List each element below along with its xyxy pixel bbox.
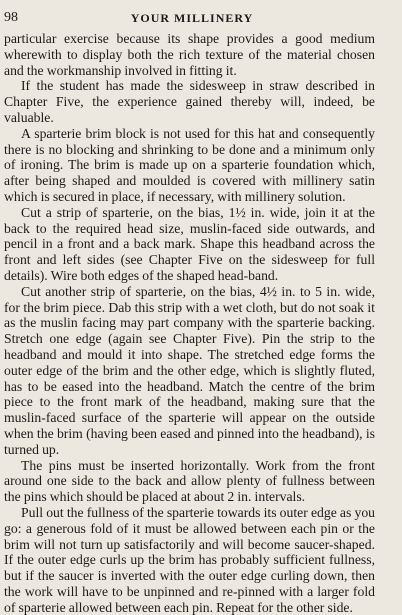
page-number: 98 bbox=[4, 10, 18, 25]
paragraph: Pull out the fullness of the sparterie towards its outer edge as you go: a generous fold of it must be allowed between each pin or the brim will not turn up satisfactorily and will become saucer-shaped. If the outer edge curls up the brim has probably sufficient fullness, but if the saucer is inverted with the outer edge curling down, then the work will have to be unpinned and re-pinned with a larger fold of sparterie allowed between each pin. Repeat for the other side. bbox=[4, 504, 375, 615]
running-title: YOUR MILLINERY bbox=[130, 11, 254, 25]
body-text bbox=[4, 31, 375, 615]
paragraph: particular exercise because its shape provides a good medium wherewith to display both the rich texture of the material chosen and the workmanship involved in fitting it. bbox=[4, 31, 375, 78]
paragraph: If the student has made the sidesweep in straw described in Chapter Five, the experience gained thereby will, indeed, be valuable. bbox=[4, 78, 375, 125]
paragraph: Cut another strip of sparterie, on the bias, 4½ in. to 5 in. wide, for the brim piece. Dab this strip with a wet cloth, but do not soak it as the muslin facing may part company with the sparterie backing. Stretch one edge (again see Chapter Five). Pin the strip to the headband and mould it into shape. The stretched edge forms the outer edge of the brim and the other edge, which is slightly fluted, has to be eased into the headband. Match the centre of the brim piece to the front mark of the headband, making sure that the muslin-faced surface of the sparterie will appear on the outside when the brim (having been eased and pinned into the headband), is turned up. bbox=[4, 283, 375, 457]
paragraph: A sparterie brim block is not used for this hat and consequently there is no blocking and shrinking to be done and a minimum only of ironing. The brim is made up on a sparterie foundation which, after being shaped and moulded is covered with millinery satin which is secured in place, if necessary, with millinery solution. bbox=[4, 125, 375, 204]
paragraph: Cut a strip of sparterie, on the bias, 1½ in. wide, join it at the back to the required head size, muslin-faced side outwards, and pencil in a front and a back mark. Shape this headband across the front and left sides (see Chapter Five on the sidesweep for full details). Wire both edges of the shaped head-band. bbox=[4, 204, 375, 283]
page-header bbox=[4, 10, 380, 32]
paragraph: The pins must be inserted horizontally. Work from the front around one side to the back and allow plenty of fullness between the pins which should be placed at about 2 in. intervals. bbox=[4, 457, 375, 505]
